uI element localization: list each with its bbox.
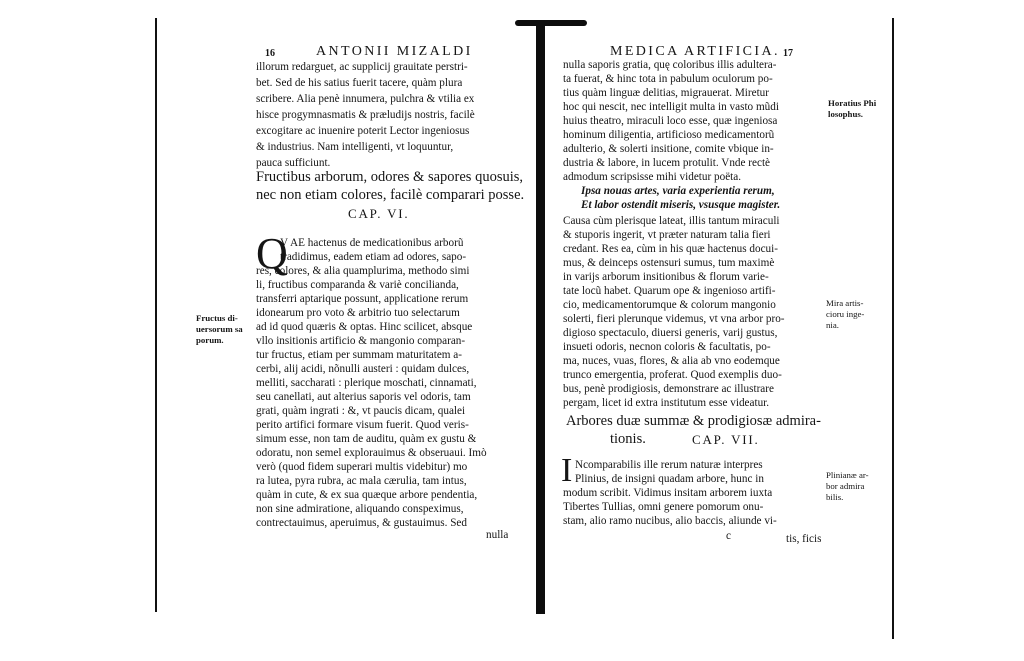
text-line: mus, & deinceps ostensuri sumus, tum maximè [563,257,775,269]
section-title-line: Fructibus arborum, odores & sapores quosuis, [256,169,524,185]
right-page-number: 17 [783,48,793,59]
margin-note-line: uersorum sa [196,324,243,334]
text-line: Ncomparabilis ille rerum naturæ interpres [575,459,763,471]
text-line: dustria & labore, in lucem protulit. Vnde rectè [563,157,771,169]
signature-mark: c [726,530,731,542]
section-title-line: Arbores duæ summæ & prodigiosæ admira- [566,413,821,429]
right-running-head: MEDICA ARTIFICIA. [610,44,780,59]
book-spine [536,22,545,614]
chapter-label: CAP. VI. [348,206,410,221]
text-line: adulterio, & solerti insitione, comite vbique in- [563,143,774,155]
verse-line: Ipsa nouas artes, varia experientia rerum, [581,185,775,197]
margin-note-line: Mira artis- [826,298,864,308]
section-title-line: tionis. [610,431,646,447]
text-line: V AE hactenus de medicationibus arborũ [280,237,464,249]
text-line: ta fuerat, & hinc tota in pabulum oculorum po- [563,73,773,85]
text-line: & stuporis ingerit, vt præter naturam talia fieri [563,229,771,241]
left-page-edge [155,18,157,612]
text-line: melliti, saccharati : plerique moschati, cinnamati, [256,377,477,389]
margin-note-line: porum. [196,335,224,345]
text-line: res, colores, & alia quamplurima, methodo simi [256,265,470,277]
text-line: admodum scripsisse mihi videtur poëta. [563,171,742,183]
text-line: tradidimus, eadem etiam ad odores, sapo- [280,251,467,263]
left-running-head: ANTONII MIZALDI [316,44,473,59]
catchword: nulla [486,529,509,541]
left-drop-cap: Q [256,229,288,278]
text-line: Tibertes Tullias, omni genere pomorum onu- [563,501,764,513]
text-line: verò (quod fidem superari multis videbitur) mo [256,461,468,473]
text-line: stam, alio ramo nucibus, alio baccis, aliunde vi- [563,515,777,527]
right-page-edge [892,18,894,639]
text-line: cerbi, alij acidi, nõnulli austeri : quidam dulces, [256,363,470,375]
margin-note-line: nia. [826,320,839,330]
text-line: pergam, licet id extra institutum esse videatur. [563,397,770,409]
margin-note-line: cioru inge- [826,309,865,319]
text-line: ra lutea, pyra rubra, ac mala cærulia, tam intus, [256,475,467,487]
margin-note-line: losophus. [828,109,863,119]
text-line: solerti, fieri plerunque videmus, vt vna arbor pro- [563,313,785,325]
margin-note-line: bilis. [826,492,844,502]
text-line: nulla saporis gratia, quę coloribus illis adultera- [563,59,777,71]
right-margin-note-horatius [828,98,890,120]
margin-note-line: Horatius Phi [828,98,877,108]
margin-note-line: bor admira [826,481,865,491]
left-page-number: 16 [265,48,275,59]
text-line: transferri aptarique possunt, applicatione rerum [256,293,469,305]
text-line: in varijs arborum insitionibus & florum varie- [563,271,769,283]
text-line: bus, penè prodigiosis, demonstrare ac illustrare [563,383,774,395]
text-line: pauca sufficiunt. [256,157,331,169]
text-line: Plinius, de insigni quadam arbore, hunc in [575,473,764,485]
text-line: hominum diligentia, artificioso medicamentorũ [563,129,775,141]
catchword: tis, ficis [786,533,822,545]
text-line: ma, nuces, vuas, flores, & alia ab vno eodemque [563,355,780,367]
left-margin-note [196,313,256,346]
text-line: quàm in cute, & ex sua quæque arbore pendentia, [256,489,478,501]
text-line: non sine admiratione, aliquando conspeximus, [256,503,464,515]
text-line: & industrius. Nam intelligenti, vt loquuntur, [256,141,454,153]
text-line: illorum redarguet, ac supplicij grauitate perstri- [256,61,468,73]
margin-note-line: Fructus di- [196,313,238,323]
text-line: bet. Sed de his satius fuerit tacere, quàm plura [256,77,463,89]
text-line: simum esse, non tam de auditu, quàm ex gustu & [256,433,477,445]
text-line: seu canellati, aut alterius saporis vel odoris, tam [256,391,471,403]
text-line: idonearum pro voto & arbitrio tuo selectarum [256,307,460,319]
text-line: odoratu, non semel explorauimus & obseruaui. Imò [256,447,487,459]
right-margin-note-pliniana [826,470,890,503]
text-line: perito artifici formare visum fuerit. Quod veris- [256,419,469,431]
text-line: huius theatro, miraculi loco esse, quæ ingeniosa [563,115,778,127]
text-line: hoc qui nescit, nec intelligit multa in vasto mũdi [563,101,779,113]
text-line: modum scribit. Vidimus insitam arborem iuxta [563,487,773,499]
text-line: tius quàm linguæ delitias, migrauerat. Miretur [563,87,769,99]
right-drop-cap: I [561,452,573,489]
text-line: cio, medicamentorumque & colorum mangonio [563,299,776,311]
text-line: trunco emergentia, proferat. Quod exemplis duo- [563,369,782,381]
section-title-line: nec non etiam colores, facilè comparari posse. [256,187,525,203]
text-line: insueti odoris, necnon coloris & facultatis, po- [563,341,771,353]
text-line: vllo insitionis artificio & mangonio comparan- [256,335,466,347]
text-line: Causa cùm plerisque lateat, illis tantum miraculi [563,215,780,227]
text-line: hisce progymnasmatis & præludijs nostris, facilè [256,109,475,121]
text-line: contrectauimus, aperuimus, & gustauimus. Sed [256,517,467,529]
margin-note-line: Plinianæ ar- [826,470,869,480]
text-line: digioso spectaculo, diuersi generis, varij gustus, [563,327,778,339]
text-line: tate locũ habet. Quarum ope & ingenioso artifi- [563,285,776,297]
text-line: credant. Res ea, cùm in his quæ hactenus docui- [563,243,778,255]
right-margin-note-mira [826,298,890,331]
text-line: ad id quod quæris & optas. Hinc scilicet, absque [256,321,473,333]
verse-line: Et labor ostendit miseris, vsusque magister. [581,199,781,211]
text-line: li, fructibus comparanda & variè concilianda, [256,279,459,291]
text-line: excogitare ac inuenire poterit Lector ingeniosus [256,125,470,137]
text-line: grati, quàm ingrati : &, vt paucis dicam, qualei [256,405,466,417]
chapter-label: CAP. VII. [692,432,760,447]
text-line: tur fructus, etiam per summam maturitatem a- [256,349,462,361]
text-line: scribere. Alia penè innumera, pulchra & vtilia ex [256,93,475,105]
spine-top [515,20,587,26]
